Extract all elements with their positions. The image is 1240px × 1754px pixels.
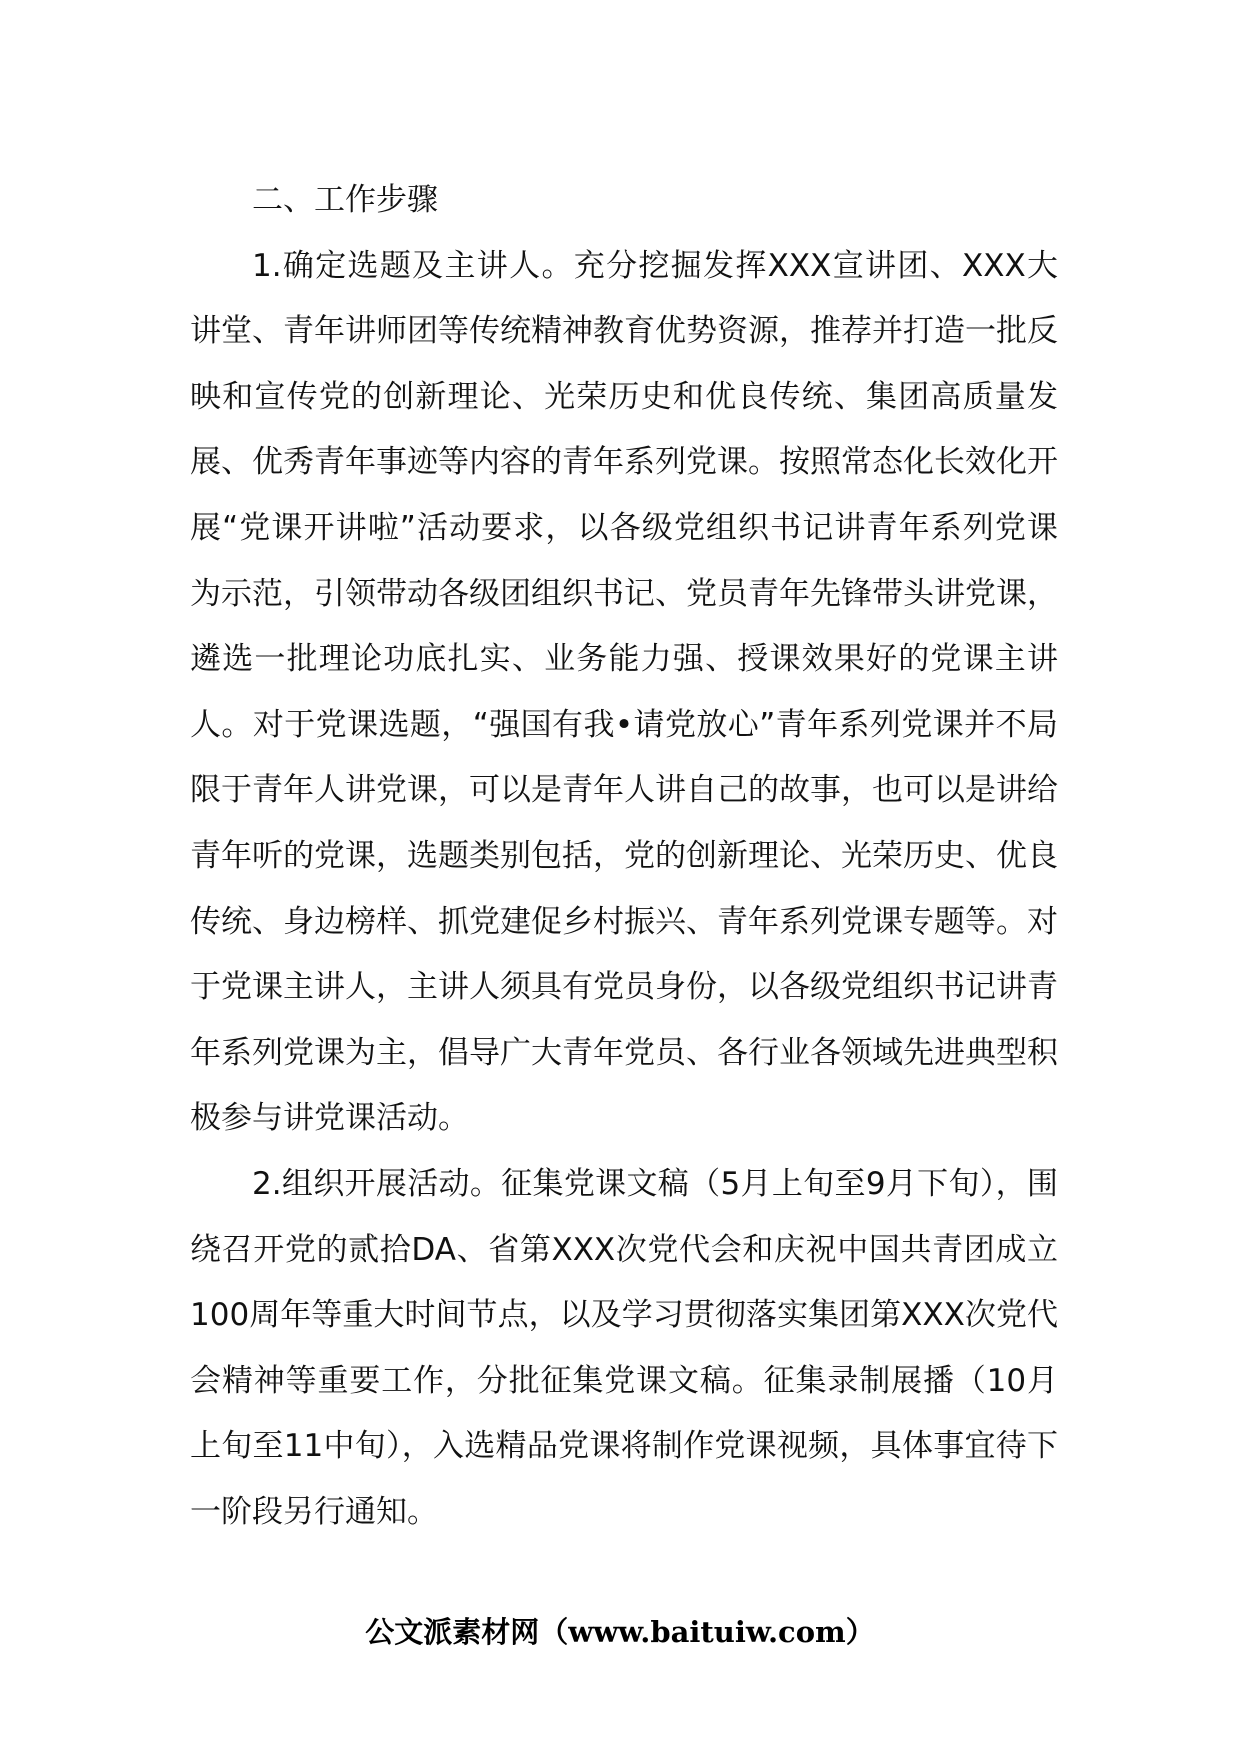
paragraph-step-1: 1.确定选题及主讲人。充分挖掘发挥XXX宣讲团、XXX大讲堂、青年讲师团等传统精神教育优势资源，推荐并打造一批反映和宣传党的创新理论、光荣历史和优良传统、集团高质量发展、优秀青年事迹等内容的青年系列党课。按照常态化长效化开展“党课开讲啦”活动要求，以各级党组织书记讲青年系列党课为示范，引领带动各级团组织书记、党员青年先锋带头讲党课，遴选一批理论功底扎实、业务能力强、授课效果好的党课主讲人。对于党课选题，“强国有我•请党放心”青年系列党课并不局限于青年人讲党课，可以是青年人讲自己的故事，也可以是讲给青年听的党课，选题类别包括，党的创新理论、光荣历史、优良传统、身边榜样、抓党建促乡村振兴、青年系列党课专题等。对于党课主讲人，主讲人须具有党员身份，以各级党组织书记讲青年系列党课为主，倡导广大青年党员、各行业各领域先进典型积极参与讲党课活动。 xyxy=(190,247,1058,1137)
footer-watermark: 公文派素材网（www.baituiw.com） xyxy=(365,1615,875,1649)
document-body xyxy=(190,168,1058,1545)
section-heading: 二、工作步骤 xyxy=(252,182,438,218)
paragraph-step-2: 2.组织开展活动。征集党课文稿（5月上旬至9月下旬），围绕召开党的贰拾DA、省第XXX次党代会和庆祝中国共青团成立100周年等重大时间节点，以及学习贯彻落实集团第XXX次党代会精神等重要工作，分批征集党课文稿。征集录制展播（10月上旬至11中旬），入选精品党课将制作党课视频，具体事宜待下一阶段另行通知。 xyxy=(190,1165,1058,1530)
